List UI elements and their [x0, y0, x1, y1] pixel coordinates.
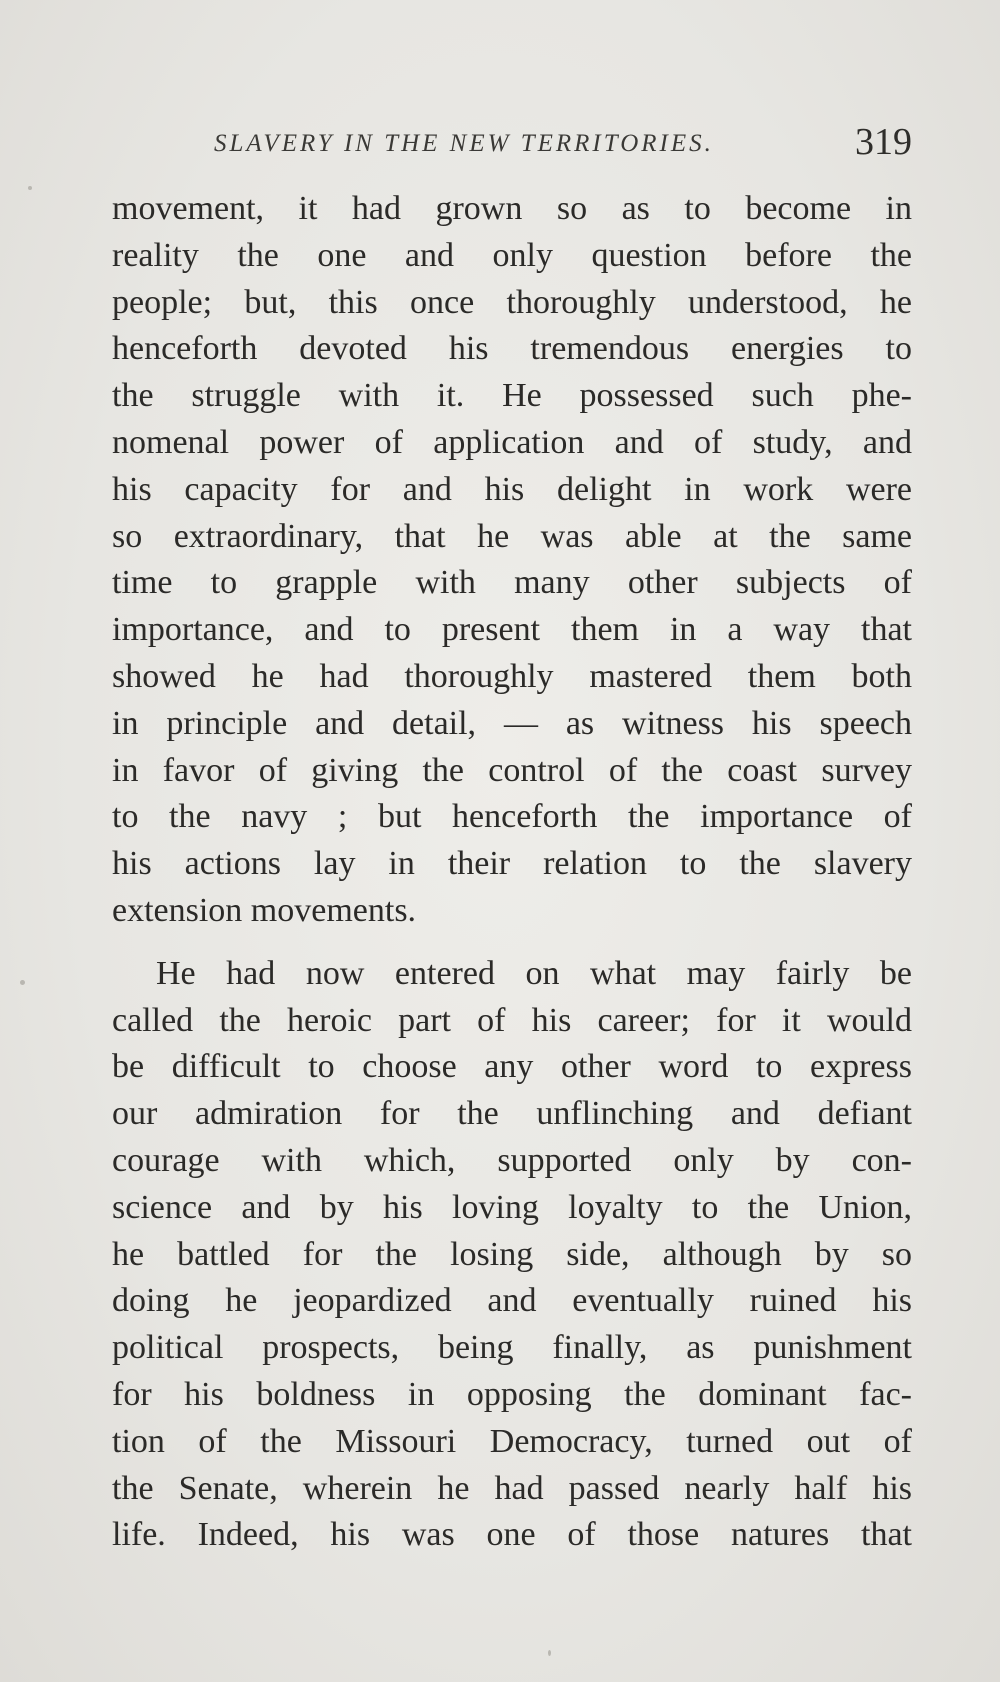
text-line: political prospects, being finally, as punishment: [112, 1329, 912, 1367]
text-line: our admiration for the unflinching and defiant: [112, 1095, 912, 1133]
running-title: SLAVERY IN THE NEW TERRITORIES.: [214, 130, 714, 157]
text-line: to the navy ; but henceforth the importance of: [112, 798, 912, 836]
text-line: his capacity for and his delight in work were: [112, 470, 912, 508]
text-line: time to grapple with many other subjects of: [112, 564, 912, 602]
text-line: people; but, this once thoroughly understood, he: [112, 283, 912, 321]
text-line: science and by his loving loyalty to the Union,: [112, 1188, 912, 1226]
paper-speck: [28, 186, 32, 190]
text-line: the struggle with it. He possessed such phe-: [112, 377, 912, 415]
text-line: extension movements.: [112, 891, 417, 929]
text-line: in favor of giving the control of the coast survey: [112, 751, 912, 789]
text-line: showed he had thoroughly mastered them both: [112, 657, 912, 695]
paragraph-2: [112, 951, 912, 1559]
text-line: tion of the Missouri Democracy, turned out of: [112, 1422, 912, 1460]
body-text: [112, 186, 912, 1559]
text-line: doing he jeopardized and eventually ruined his: [112, 1282, 912, 1320]
paper-speck: [20, 980, 25, 985]
text-line: importance, and to present them in a way that: [112, 611, 912, 649]
text-line: for his boldness in opposing the dominant fac-: [112, 1375, 912, 1413]
text-line: called the heroic part of his career; for it would: [112, 1001, 912, 1039]
text-line: his actions lay in their relation to the slavery: [112, 845, 912, 883]
text-line: be difficult to choose any other word to express: [112, 1048, 912, 1086]
paper-speck: [548, 1650, 551, 1656]
text-line: reality the one and only question before the: [112, 236, 912, 274]
text-line: he battled for the losing side, although by so: [112, 1235, 912, 1273]
running-head: [116, 120, 912, 168]
paragraph-gap: [112, 935, 912, 951]
text-line: life. Indeed, his was one of those natures that: [112, 1516, 912, 1554]
paragraph-1: [112, 186, 912, 935]
page-number: 319: [855, 121, 912, 163]
text-line: the Senate, wherein he had passed nearly half his: [112, 1469, 912, 1507]
text-line: nomenal power of application and of study, and: [112, 423, 912, 461]
text-line: movement, it had grown so as to become in: [112, 190, 912, 227]
text-line: so extraordinary, that he was able at the same: [112, 517, 912, 555]
text-line: courage with which, supported only by con-: [112, 1141, 912, 1179]
text-line: henceforth devoted his tremendous energies to: [112, 330, 912, 368]
text-line: He had now entered on what may fairly be: [156, 954, 912, 992]
text-line: in principle and detail, — as witness his speech: [112, 704, 912, 742]
